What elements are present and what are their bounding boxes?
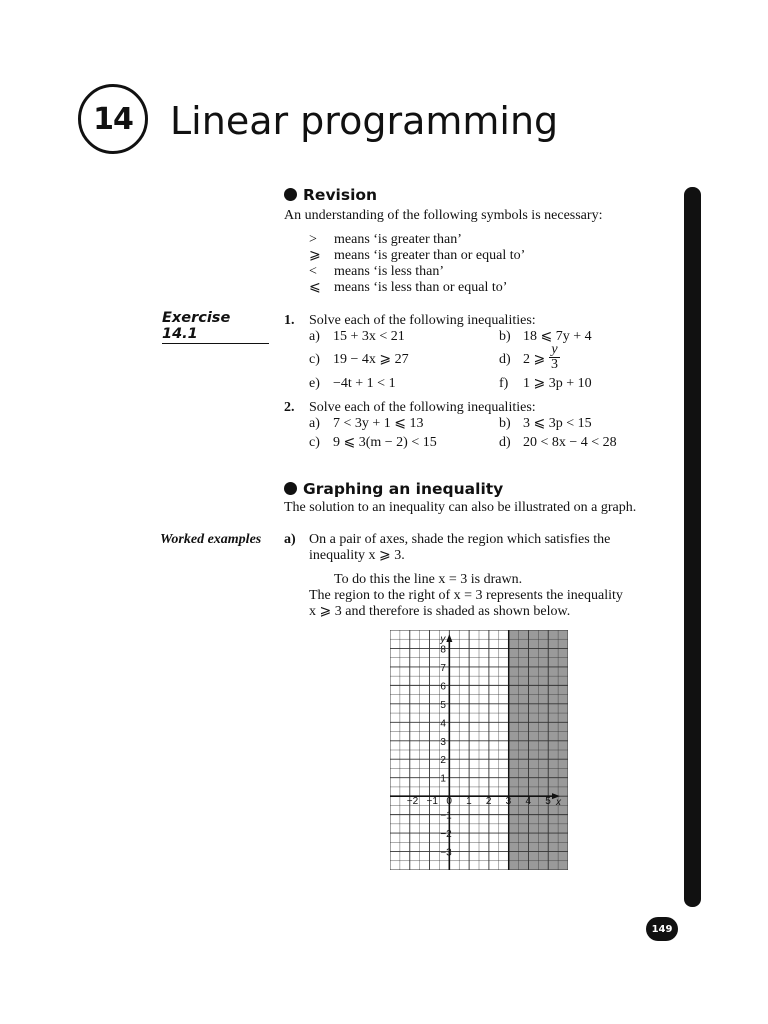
part-label: a) <box>309 329 320 344</box>
graphing-heading-text: Graphing an inequality <box>303 480 504 498</box>
inequality: 3 ⩽ 3p < 15 <box>523 416 592 431</box>
bullet-icon <box>284 188 297 201</box>
exercise-label: Exercise 14.1 <box>162 310 269 344</box>
page-number-text: 149 <box>651 923 673 935</box>
worked-examples-label: Worked examples <box>160 532 262 547</box>
symbol: > <box>309 232 317 247</box>
part-label: c) <box>309 435 320 450</box>
symbol: ⩾ <box>309 248 321 263</box>
y-tick-label: 7 <box>440 662 446 674</box>
y-tick-label: 6 <box>440 681 446 693</box>
x-tick-label: 4 <box>525 796 532 808</box>
x-tick-label: 1 <box>466 796 472 808</box>
question-prompt: Solve each of the following inequalities: <box>309 400 536 415</box>
worked-question-line: On a pair of axes, shade the region which satisfies the <box>309 532 611 547</box>
y-axis-arrow <box>446 634 452 642</box>
x-axis-label: x <box>556 797 561 809</box>
question-number: 1. <box>284 313 295 328</box>
y-tick-label: 3 <box>440 736 446 748</box>
inequality: −4t + 1 < 1 <box>333 376 396 391</box>
inequality-graph <box>390 630 568 870</box>
y-tick-label: 1 <box>440 773 446 785</box>
chapter-number-badge <box>78 84 148 154</box>
part-label: a) <box>309 416 320 431</box>
y-tick-label: 4 <box>440 718 446 730</box>
symbol: ⩽ <box>309 280 321 295</box>
fraction-numerator: y <box>551 342 558 357</box>
revision-heading-text: Revision <box>303 186 378 204</box>
part-label: f) <box>499 376 509 391</box>
symbol-meaning: means ‘is less than’ <box>334 264 445 279</box>
y-tick-label: 2 <box>440 755 446 767</box>
inequality: 1 ⩾ 3p + 10 <box>523 376 592 391</box>
part-label: d) <box>499 435 511 450</box>
y-tick-label: −2 <box>440 829 452 841</box>
x-tick-label: −1 <box>426 796 438 808</box>
part-label: b) <box>499 416 511 431</box>
revision-intro: An understanding of the following symbols is necessary: <box>284 208 603 223</box>
symbol-meaning: means ‘is less than or equal to’ <box>334 280 508 295</box>
part-label: d) <box>499 352 511 367</box>
inequality: 19 − 4x ⩾ 27 <box>333 352 409 367</box>
symbol-meaning: means ‘is greater than or equal to’ <box>334 248 526 263</box>
x-tick-label: 2 <box>485 796 492 808</box>
inequality: 15 + 3x < 21 <box>333 329 405 344</box>
symbol: < <box>309 264 317 279</box>
fraction-denominator: 3 <box>551 357 558 372</box>
page-edge-tab <box>684 187 701 907</box>
inequality: 18 ⩽ 7y + 4 <box>523 329 592 344</box>
revision-heading <box>284 185 377 205</box>
page-number <box>646 917 678 941</box>
inequality: 20 < 8x − 4 < 28 <box>523 435 617 450</box>
question-prompt: Solve each of the following inequalities: <box>309 313 536 328</box>
x-tick-label: 3 <box>505 796 512 808</box>
inequality: 9 ⩽ 3(m − 2) < 15 <box>333 435 437 450</box>
y-axis-label: y <box>440 634 446 645</box>
part-label: e) <box>309 376 320 391</box>
question-number: 2. <box>284 400 295 415</box>
y-tick-label: 5 <box>440 699 446 711</box>
worked-explanation-line: The region to the right of x = 3 represents the inequality <box>309 588 623 603</box>
x-tick-label: 5 <box>545 796 551 808</box>
fraction <box>549 343 560 372</box>
part-label: c) <box>309 352 320 367</box>
x-tick-label: 0 <box>446 796 452 808</box>
y-tick-label: −1 <box>440 810 452 822</box>
inequality: 2 ⩾ <box>523 352 546 367</box>
worked-explanation-line: To do this the line x = 3 is drawn. <box>334 572 523 587</box>
chapter-title: Linear programming <box>170 99 559 143</box>
worked-explanation-line: x ⩾ 3 and therefore is shaded as shown below. <box>309 604 571 619</box>
y-tick-label: −3 <box>440 847 452 859</box>
y-tick-label: 8 <box>440 644 446 656</box>
graphing-intro: The solution to an inequality can also be illustrated on a graph. <box>284 500 637 515</box>
symbol-meaning: means ‘is greater than’ <box>334 232 462 247</box>
part-label: a) <box>284 532 296 547</box>
x-tick-label: −2 <box>406 796 419 808</box>
bullet-icon <box>284 482 297 495</box>
chapter-number: 14 <box>93 101 133 137</box>
part-label: b) <box>499 329 511 344</box>
graphing-heading <box>284 479 503 499</box>
worked-question-line: inequality x ⩾ 3. <box>309 548 405 563</box>
inequality: 7 < 3y + 1 ⩽ 13 <box>333 416 424 431</box>
